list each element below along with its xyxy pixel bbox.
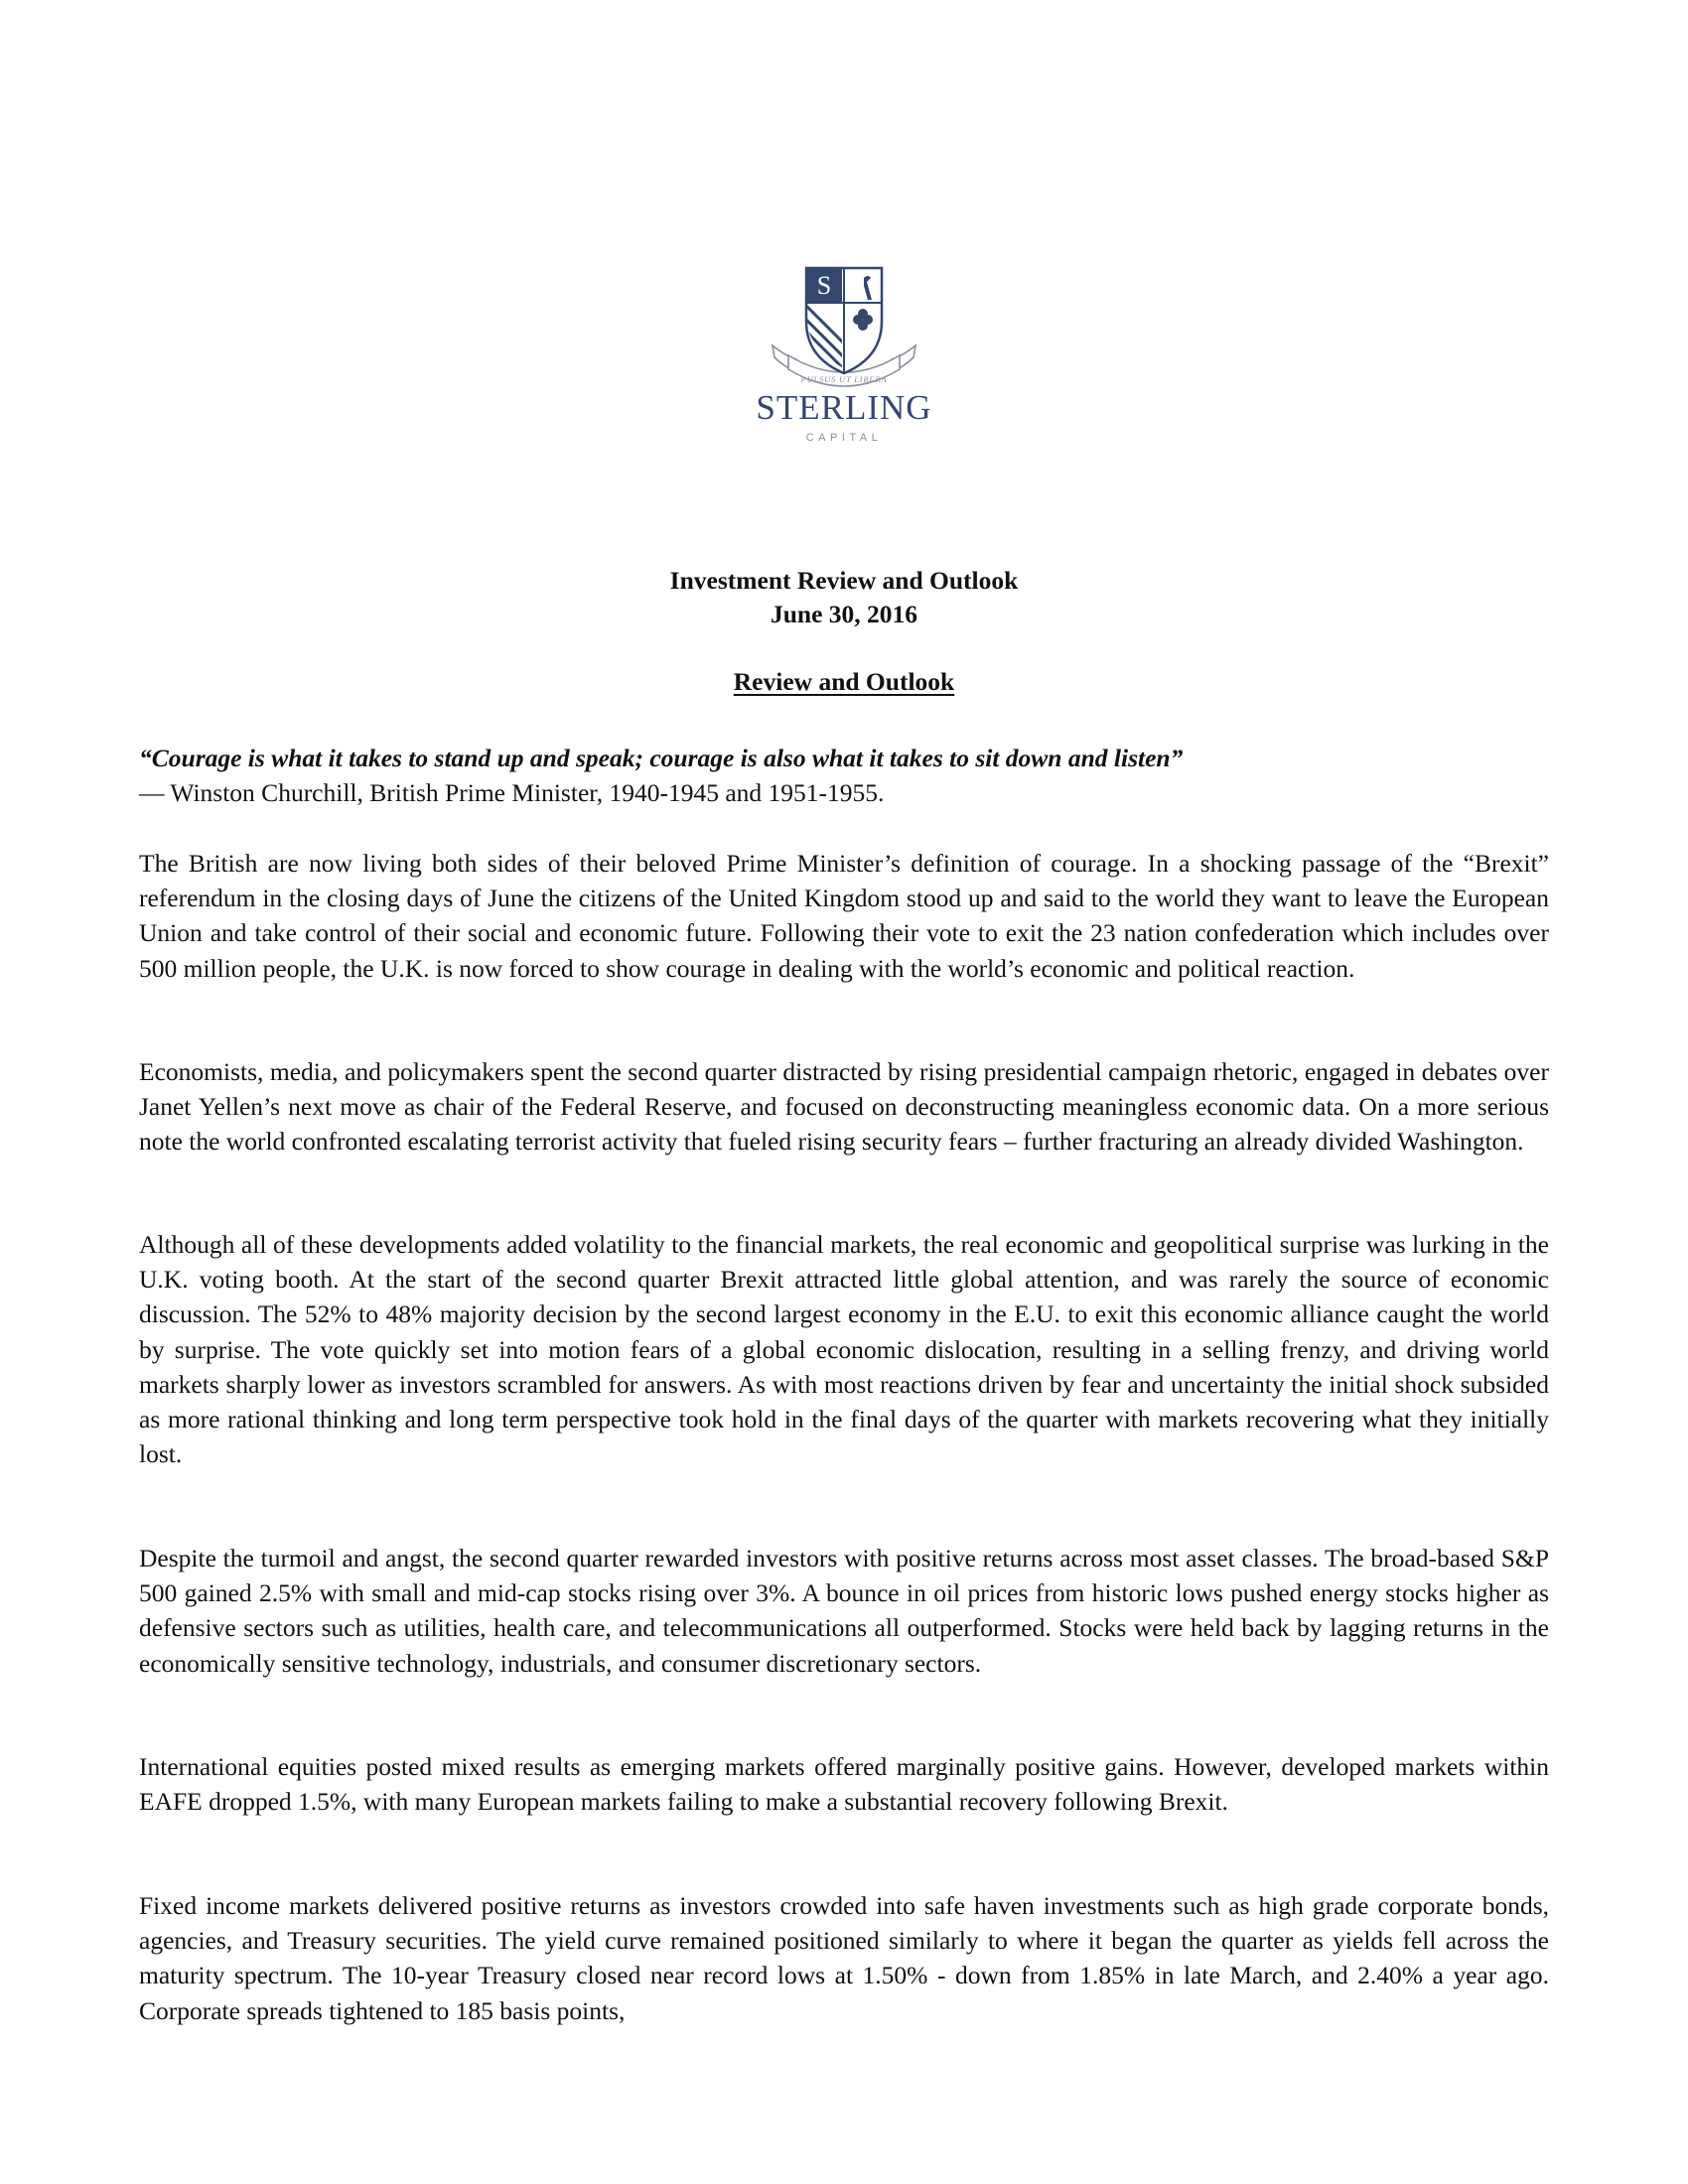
logo-subtitle: CAPITAL: [805, 432, 883, 444]
shield-crest-icon: [745, 260, 943, 459]
sterling-capital-logo: [745, 260, 943, 459]
paragraph: International equities posted mixed results as emerging markets offered marginally positive gains. However, developed markets within EAFE dropped 1.5%, with many European markets failing to make a substantial recovery following Brexit.: [139, 1752, 1549, 1817]
shield-letter: S: [816, 271, 832, 300]
paragraph: Despite the turmoil and angst, the second quarter rewarded investors with positive returns across most asset classes. The broad-based S&P 500 gained 2.5% with small and mid-cap stocks rising over 3%. A bounce in oil prices from historic lows pushed energy stocks higher as defensive sectors such as utilities, health care, and telecommunications all outperformed. Stocks were held back by lagging returns in the economically sensitive technology, industrials, and consumer discretionary sectors.: [139, 1544, 1549, 1678]
logo-name: STERLING: [756, 388, 932, 427]
epigraph-quote: [139, 741, 1549, 810]
document-date: June 30, 2016: [770, 600, 918, 628]
paragraph: Fixed income markets delivered positive returns as investors crowded into safe haven investments such as high grade corporate bonds, agencies, and Treasury securities. The yield curve remained positioned similarly to where it began the quarter as yields fell across the maturity spectrum. The 10-year Treasury closed near record lows at 1.50% - down from 1.85% in late March, and 2.40% a year ago. Corporate spreads tightened to 185 basis points,: [139, 1891, 1549, 2025]
logo-motto: PULSUS UT LIBERA: [800, 374, 888, 384]
paragraph: Economists, media, and policymakers spent the second quarter distracted by rising presidential campaign rhetoric, engaged in debates over Janet Yellen’s next move as chair of the Federal Reserve, and focused on deconstructing meaningless economic data. On a more serious note the world confronted escalating terrorist activity that fueled rising security fears – further fracturing an already divided Washington.: [139, 1057, 1549, 1157]
document-title: Investment Review and Outlook: [669, 566, 1019, 595]
paragraph: The British are now living both sides of their beloved Prime Minister’s definition of courage. In a shocking passage of the “Brexit” referendum in the closing days of June the citizens of the United Kingdom stood up and said to the world they want to leave the European Union and take control of their social and economic future. Following their vote to exit the 23 nation confederation which includes over 500 million people, the U.K. is now forced to show courage in dealing with the world’s economic and political reaction.: [139, 849, 1549, 983]
quote-attribution: ― Winston Churchill, British Prime Minister, 1940-1945 and 1951-1955.: [139, 778, 885, 808]
section-title: Review and Outlook: [733, 667, 955, 696]
paragraph: Although all of these developments added volatility to the financial markets, the real economic and geopolitical surprise was lurking in the U.K. voting booth. At the start of the second quarter Brexit attracted little global attention, and was rarely the source of economic discussion. The 52% to 48% majority decision by the second largest economy in the E.U. to exit this economic alliance caught the world by surprise. The vote quickly set into motion fears of a global economic dislocation, resulting in a selling frenzy, and driving world markets sharply lower as investors scrambled for answers. As with most reactions driven by fear and uncertainty the initial shock subsided as more rational thinking and long term perspective took hold in the final days of the quarter with markets recovering what they initially lost.: [139, 1230, 1549, 1469]
quote-text: “Courage is what it takes to stand up and speak; courage is also what it takes to sit down and listen”: [139, 744, 1184, 772]
